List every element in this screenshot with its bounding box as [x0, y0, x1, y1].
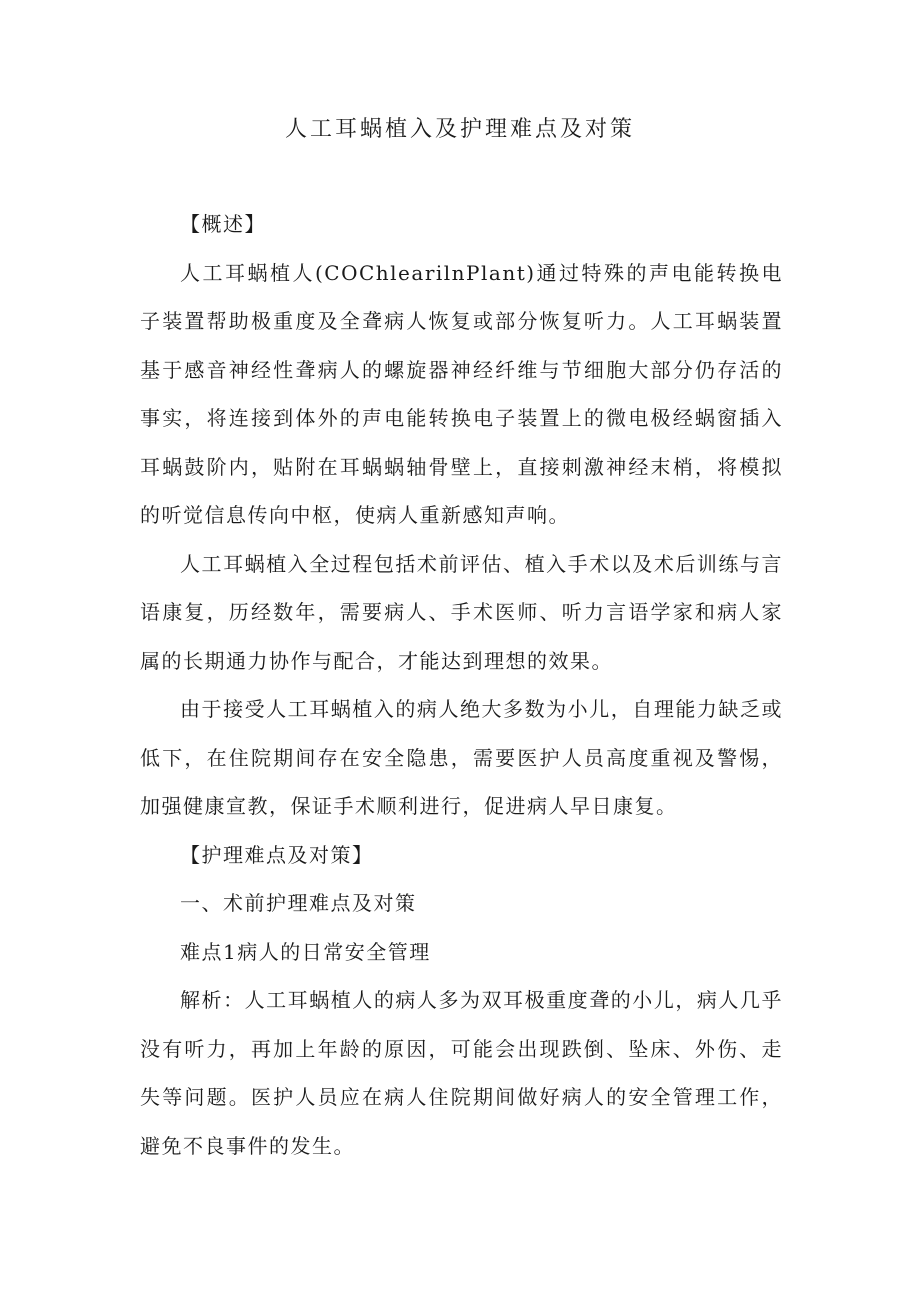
subsection-heading-preoperative: 一、术前护理难点及对策 [180, 891, 417, 915]
paragraph-implant-process: 人工耳蜗植入全过程包括术前评估、植入手术以及术后训练与言语康复，历经数年，需要病人、手术医师、听力言语学家和病人家属的长期通力协作与配合，才能达到理想的效果。 [140, 551, 783, 673]
document-title: 人工耳蜗植入及护理难点及对策 [284, 117, 635, 142]
paragraph-analysis-1: 解析：人工耳蜗植人的病人多为双耳极重度聋的小儿，病人几乎没有听力，再加上年龄的原因，可能会出现跌倒、坠床、外伤、走失等问题。医护人员应在病人住院期间做好病人的安全管理工作，避免不良事件的发生。 [140, 988, 783, 1158]
paragraph-patient-safety: 由于接受人工耳蜗植入的病人绝大多数为小儿，自理能力缺乏或低下，在住院期间存在安全隐患，需要医护人员高度重视及警惕，加强健康宣教，保证手术顺利进行，促进病人早日康复。 [140, 697, 783, 818]
section-heading-nursing-difficulties: 【护理难点及对策】 [180, 842, 374, 867]
difficulty-heading-1: 难点1病人的日常安全管理 [180, 939, 431, 964]
document-body [140, 200, 783, 1170]
paragraph-cochlear-implant-intro: 人工耳蜗植人(COChlearilnPlant)通过特殊的声电能转换电子装置帮助极重度及全聋病人恢复或部分恢复听力。人工耳蜗装置基于感音神经性聋病人的螺旋器神经纤维与节细胞大部分仍存活的事实，将连接到体外的声电能转换电子装置上的微电极经蜗窗插入耳蜗鼓阶内，贴附在耳蜗蜗轴骨壁上，直接刺激神经末梢，将模拟的听觉信息传向中枢，使病人重新感知声响。 [140, 260, 783, 527]
section-heading-overview: 【概述】 [180, 212, 266, 236]
